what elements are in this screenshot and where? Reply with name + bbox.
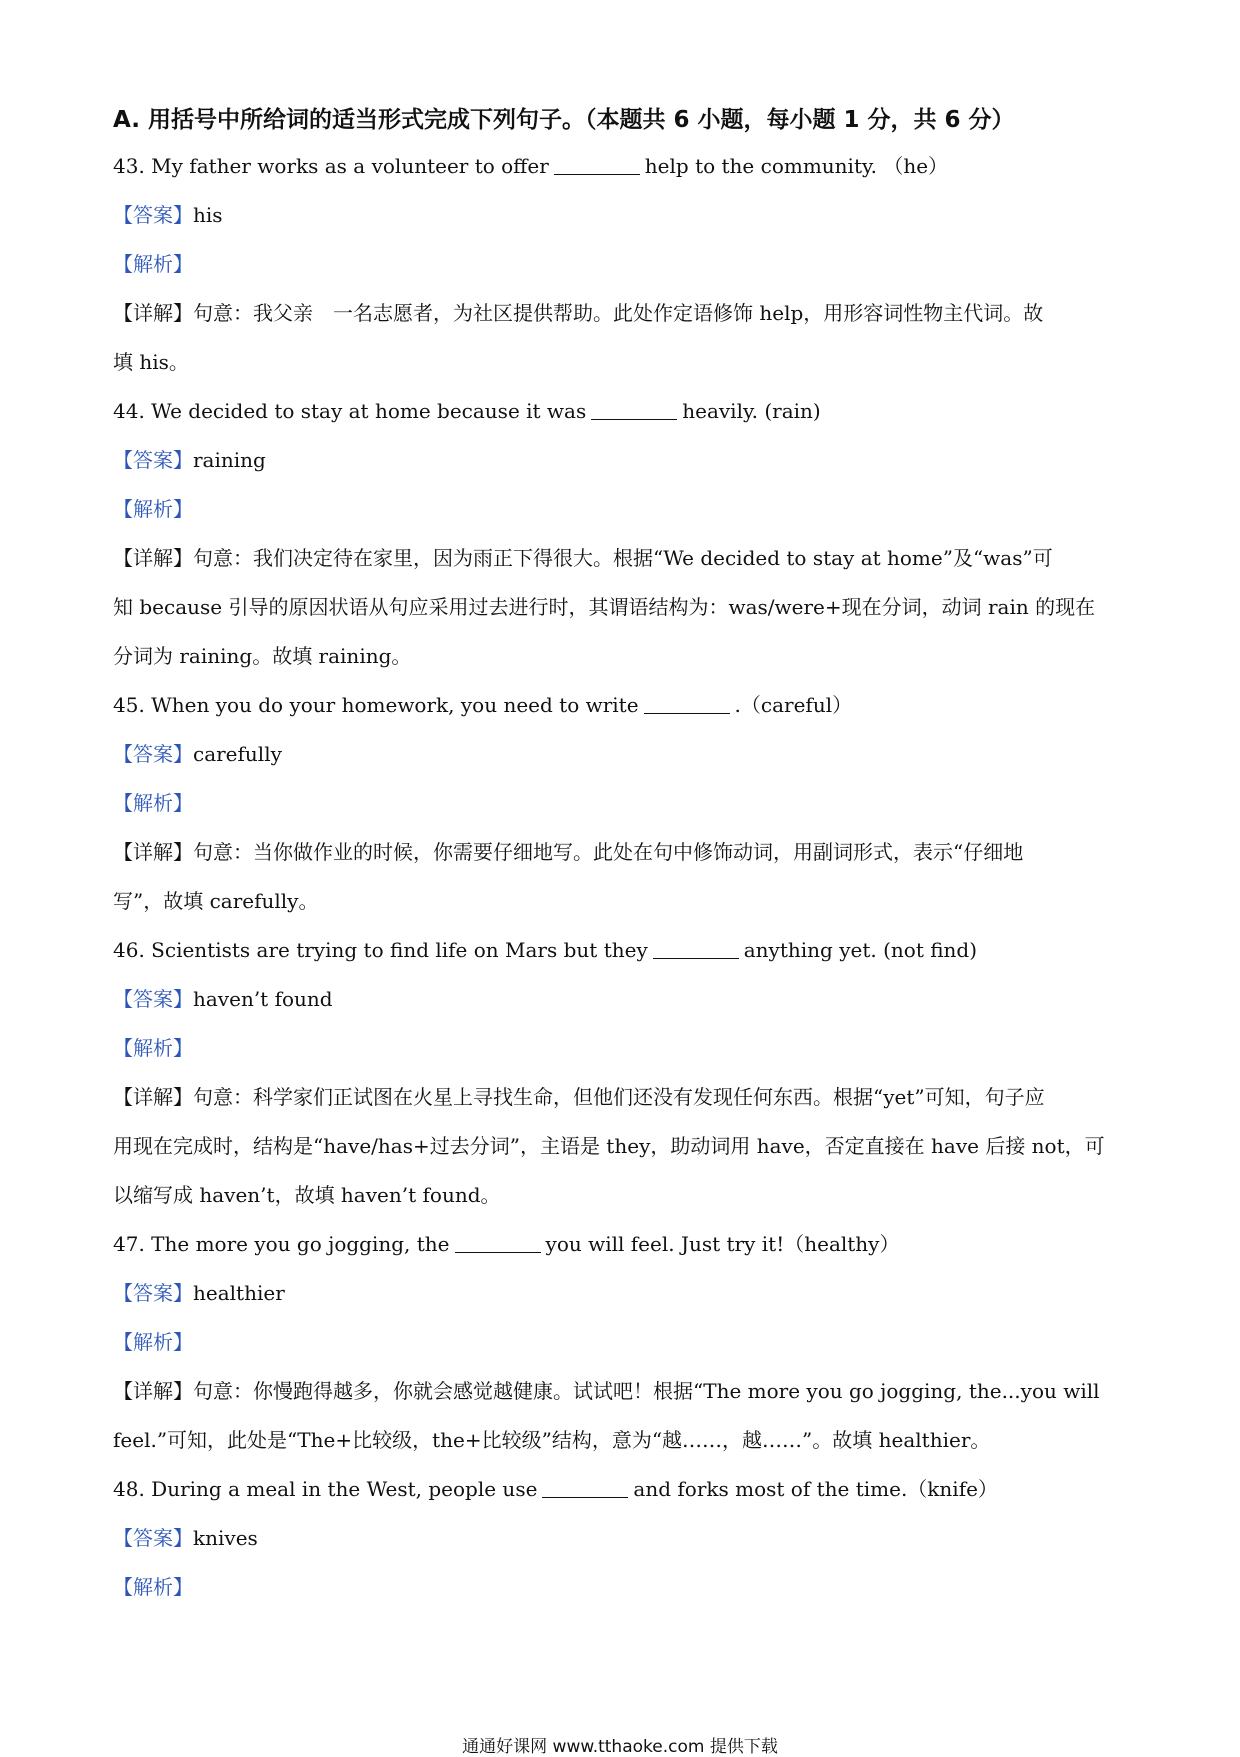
analysis-label: 【解析】 [113, 1330, 193, 1354]
answer-48: 【答案】knives [113, 1526, 258, 1550]
detail-label: 【详解】 [113, 1085, 193, 1109]
answer-label: 【答案】 [113, 1526, 193, 1550]
analysis-45 [113, 779, 1133, 828]
detail-46-cont: 用现在完成时，结构是“have/has+过去分词”，主语是 they，助动词用 have，否定直接在 have 后接 not，可 [113, 1134, 1105, 1158]
answer-blank [644, 695, 730, 714]
analysis-label: 【解析】 [113, 497, 193, 521]
analysis-48 [113, 1563, 1133, 1612]
answer-label: 【答案】 [113, 742, 193, 766]
detail-44: 【详解】句意：我们决定待在家里，因为雨正下得很大。根据“We decided to stay at home”及“was”可 [113, 546, 1053, 570]
question-44: 44. We decided to stay at home because it was heavily. (rain) [113, 399, 821, 423]
detail-43-cont: 填 his。 [113, 350, 189, 374]
answer-blank [455, 1234, 541, 1253]
analysis-label: 【解析】 [113, 1575, 193, 1599]
answer-blank [554, 156, 640, 175]
page-content [113, 100, 1133, 1612]
page-footer: 通通好课网 www.tthaoke.com 提供下载 [462, 1737, 778, 1757]
detail-label: 【详解】 [113, 546, 193, 570]
analysis-label: 【解析】 [113, 1036, 193, 1060]
analysis-43 [113, 240, 1133, 289]
detail-label: 【详解】 [113, 840, 193, 864]
analysis-label: 【解析】 [113, 252, 193, 276]
answer-blank [653, 940, 739, 959]
section-heading: A. 用括号中所给词的适当形式完成下列句子。（本题共 6 小题，每小题 1 分，共 6 分） [113, 107, 1015, 133]
detail-46: 【详解】句意：科学家们正试图在火星上寻找生命，但他们还没有发现任何东西。根据“yet”可知，句子应 [113, 1085, 1045, 1109]
question-47: 47. The more you go jogging, the you will feel. Just try it!（healthy） [113, 1232, 900, 1256]
answer-label: 【答案】 [113, 987, 193, 1011]
question-45: 45. When you do your homework, you need to write .（careful） [113, 693, 853, 717]
detail-43: 【详解】句意：我父亲 一名志愿者，为社区提供帮助。此处作定语修饰 help，用形容词性物主代词。故 [113, 301, 1044, 325]
detail-label: 【详解】 [113, 301, 193, 325]
analysis-label: 【解析】 [113, 791, 193, 815]
answer-label: 【答案】 [113, 448, 193, 472]
answer-blank [591, 401, 677, 420]
answer-45: 【答案】carefully [113, 742, 282, 766]
answer-label: 【答案】 [113, 1281, 193, 1305]
detail-47-cont: feel.”可知，此处是“The+比较级，the+比较级”结构，意为“越……，越……”。故填 healthier。 [113, 1428, 991, 1452]
answer-44: 【答案】raining [113, 448, 266, 472]
detail-44-cont-2: 分词为 raining。故填 raining。 [113, 644, 412, 668]
detail-46-cont-2: 以缩写成 haven’t，故填 haven’t found。 [113, 1183, 501, 1207]
question-43: 43. My father works as a volunteer to offer help to the community. （he） [113, 154, 949, 178]
detail-44-cont: 知 because 引导的原因状语从句应采用过去进行时，其谓语结构为：was/were+现在分词，动词 rain 的现在 [113, 595, 1096, 619]
detail-45: 【详解】句意：当你做作业的时候，你需要仔细地写。此处在句中修饰动词，用副词形式，表示“仔细地 [113, 840, 1024, 864]
answer-label: 【答案】 [113, 203, 193, 227]
analysis-47 [113, 1318, 1133, 1367]
answer-43: 【答案】his [113, 203, 223, 227]
answer-46: 【答案】haven’t found [113, 987, 333, 1011]
detail-47: 【详解】句意：你慢跑得越多，你就会感觉越健康。试试吧！根据“The more you go jogging, the...you will [113, 1379, 1100, 1403]
question-48: 48. During a meal in the West, people use and forks most of the time.（knife） [113, 1477, 998, 1501]
question-46: 46. Scientists are trying to find life on Mars but they anything yet. (not find) [113, 938, 978, 962]
detail-label: 【详解】 [113, 1379, 193, 1403]
detail-45-cont: 写”，故填 carefully。 [113, 889, 319, 913]
answer-blank [542, 1479, 628, 1498]
analysis-44 [113, 485, 1133, 534]
answer-47: 【答案】healthier [113, 1281, 285, 1305]
analysis-46 [113, 1024, 1133, 1073]
